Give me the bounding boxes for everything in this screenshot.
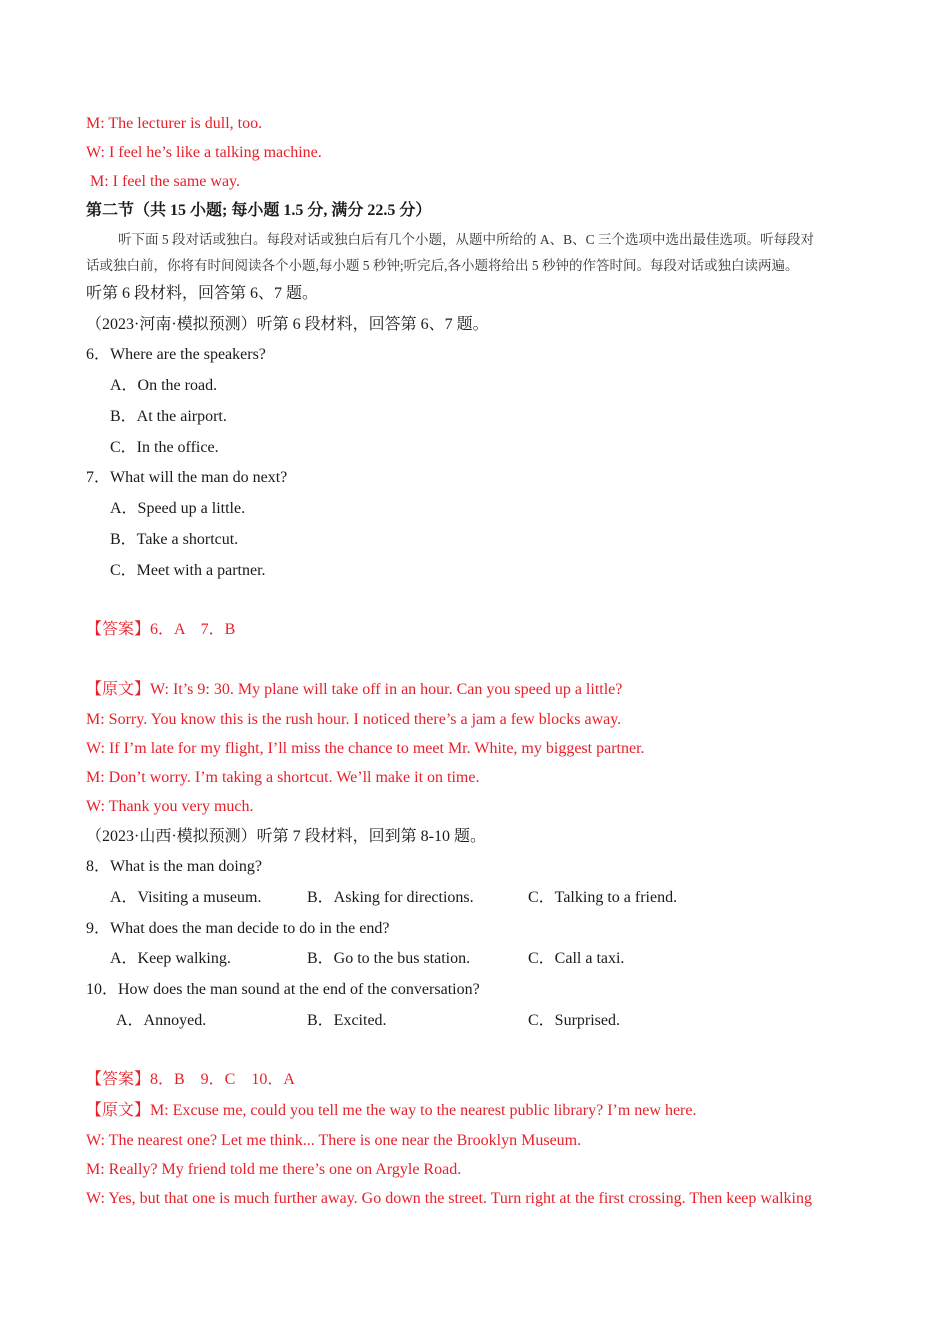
instructions-line-2: 话或独白前，你将有时间阅读各个小题,每小题 5 秒钟;听完后,各小题将给出 5 秒钟的作答时间。每段对话或独白读两遍。 xyxy=(86,258,799,273)
question-6-stem: 6．Where are the speakers? xyxy=(86,346,266,363)
question-6-option-a: A．On the road. xyxy=(110,377,218,394)
question-7-option-a: A．Speed up a little. xyxy=(110,500,246,517)
transcript-line: W: If I’m late for my flight, I’ll miss the chance to meet Mr. White, my biggest partner. xyxy=(86,740,645,757)
question-7-option-b: B．Take a shortcut. xyxy=(110,531,239,548)
question-9-option-a: A．Keep walking. xyxy=(110,950,231,967)
question-10-option-b: B．Excited. xyxy=(307,1012,387,1029)
question-6-option-c: C．In the office. xyxy=(110,439,219,456)
question-8-option-c: C．Talking to a friend. xyxy=(528,889,678,906)
question-10-option-a: A．Annoyed. xyxy=(116,1012,207,1029)
question-7-option-c: C．Meet with a partner. xyxy=(110,562,266,579)
dialogue-line: W: I feel he’s like a talking machine. xyxy=(86,144,322,161)
transcript-line: M: Don’t worry. I’m taking a shortcut. We’ll make it on time. xyxy=(86,769,480,786)
passage-intro: 听第 6 段材料，回答第 6、7 题。 xyxy=(86,285,319,302)
question-9-option-b: B．Go to the bus station. xyxy=(307,950,471,967)
answer-key: 【答案】8．B 9．C 10．A xyxy=(86,1071,295,1088)
question-8-option-b: B．Asking for directions. xyxy=(307,889,474,906)
instructions-line-1: 听下面 5 段对话或独白。每段对话或独白后有几个小题，从题中所给的 A、B、C 三个选项中选出最佳选项。听每段对 xyxy=(118,232,815,247)
question-8-option-a: A．Visiting a museum. xyxy=(110,889,262,906)
transcript-line: W: Thank you very much. xyxy=(86,798,254,815)
transcript-line: W: Yes, but that one is much further away. Go down the street. Turn right at the first crossing. Then keep walking xyxy=(86,1190,812,1207)
question-9-stem: 9．What does the man decide to do in the end? xyxy=(86,920,390,937)
dialogue-line: M: The lecturer is dull, too. xyxy=(86,115,263,132)
question-10-option-c: C．Surprised. xyxy=(528,1012,621,1029)
section-title: 第二节（共 15 小题; 每小题 1.5 分, 满分 22.5 分） xyxy=(86,202,432,219)
question-10-stem: 10．How does the man sound at the end of the conversation? xyxy=(86,981,480,998)
transcript-line: W: The nearest one? Let me think... There is one near the Brooklyn Museum. xyxy=(86,1132,582,1149)
question-8-stem: 8．What is the man doing? xyxy=(86,858,262,875)
transcript-line: 【原文】M: Excuse me, could you tell me the way to the nearest public library? I’m new here. xyxy=(86,1102,697,1119)
dialogue-line: M: I feel the same way. xyxy=(86,173,241,190)
transcript-line: M: Sorry. You know this is the rush hour. I noticed there’s a jam a few blocks away. xyxy=(86,711,622,728)
question-9-option-c: C．Call a taxi. xyxy=(528,950,625,967)
question-6-option-b: B．At the airport. xyxy=(110,408,227,425)
question-7-stem: 7．What will the man do next? xyxy=(86,469,288,486)
transcript-line: M: Really? My friend told me there’s one on Argyle Road. xyxy=(86,1161,462,1178)
answer-key: 【答案】6．A 7．B xyxy=(86,621,236,638)
question-source: （2023·河南·模拟预测）听第 6 段材料，回答第 6、7 题。 xyxy=(86,316,489,333)
transcript-line: 【原文】W: It’s 9: 30. My plane will take off in an hour. Can you speed up a little? xyxy=(86,681,623,698)
question-source: （2023·山西·模拟预测）听第 7 段材料，回到第 8-10 题。 xyxy=(86,828,486,845)
